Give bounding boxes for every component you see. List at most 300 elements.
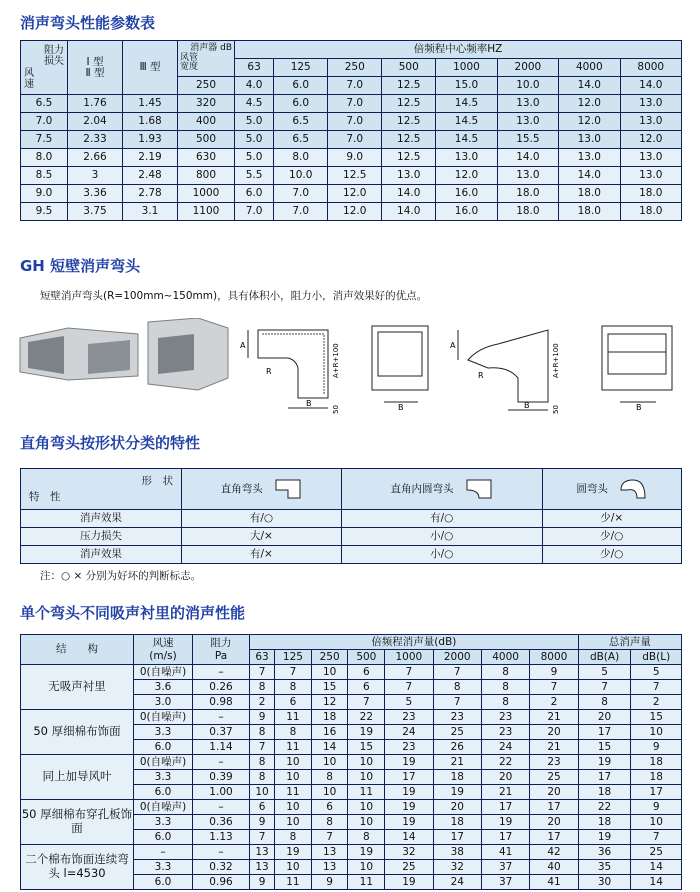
lining-cell: 20 [530,785,578,800]
lining-cell: 24 [433,875,481,890]
param-cell: 3.75 [68,203,123,221]
shape-cell: 有/○ [182,510,342,528]
param-cell: 18.0 [559,185,620,203]
lining-row [21,845,682,860]
param-cell: 12.0 [328,203,382,221]
footnote: 注：○ × 分别为好坏的判断标志。 [40,570,202,582]
param-cell: 13.0 [382,167,436,185]
param-cell: 13.0 [620,149,681,167]
lining-cell: 19 [385,815,433,830]
lining-cell: 19 [385,875,433,890]
param-cell: 500 [178,131,235,149]
lining-cell: 8 [250,770,275,785]
lining-cell: 21 [481,785,529,800]
dim-50: 50 [332,405,340,414]
dim-a-2: A [450,341,456,350]
param-row [21,113,682,131]
lining-cell: 6 [348,680,385,695]
lining-cell: 10 [348,770,385,785]
lining-cell: – [193,755,250,770]
param-cell: 6.5 [21,95,68,113]
lining-cell: 23 [481,725,529,740]
h-wind: 风 [24,67,34,79]
lining-cell: 18 [631,770,682,785]
param-cell: 5.5 [235,167,274,185]
param-cell: 7.0 [21,113,68,131]
lining-cell: 17 [385,770,433,785]
lining-cell: 17 [433,830,481,845]
structure-label: 50 厚细棉布穿孔板饰面 [21,800,134,845]
param-cell: 9.5 [21,203,68,221]
lining-cell: 0.32 [193,860,250,875]
shape-cell: 大/× [182,528,342,546]
dim-b-2: B [524,401,530,410]
lining-cell: 21 [530,710,578,725]
param-cell: 6.5 [274,113,328,131]
lining-cell: 13 [250,860,275,875]
section-title-2: GH 短壁消声弯头 [20,257,141,275]
param-cell: 13.0 [497,113,558,131]
param-cell: 630 [178,149,235,167]
param-cell: 7.0 [274,185,328,203]
lining-cell: 9 [250,815,275,830]
lining-cell: – [193,845,250,860]
first-val: 14.0 [620,77,681,95]
param-cell: 400 [178,113,235,131]
param-cell: 13.0 [620,95,681,113]
h-width: 宽度 [180,62,199,73]
lining-cell: 11 [348,785,385,800]
dim-b-front-2: B [636,403,642,412]
param-cell: 12.5 [382,149,436,167]
lining-cell: 10 [275,860,312,875]
param-cell: 18.0 [620,185,681,203]
lining-cell: 7 [631,830,682,845]
lining-cell: 20 [530,815,578,830]
param-cell: 14.5 [436,113,497,131]
lining-cell: 37 [481,860,529,875]
freq-125: 125 [274,59,328,77]
lining-row [21,800,682,815]
param-cell: 18.0 [620,203,681,221]
lining-cell: 6 [275,695,312,710]
inner-round-icon [465,478,493,500]
col-inner-round: 直角内圆弯头 [390,483,454,495]
lining-cell: 7 [433,695,481,710]
lining-cell: 8 [481,695,529,710]
param-cell: 7.0 [328,95,382,113]
param-cell: 7.0 [328,131,382,149]
param-cell: 8.5 [21,167,68,185]
lining-cell: 17 [578,725,631,740]
elbow-drawing-1 [238,318,350,418]
h-duct: 风管 [180,52,199,63]
lining-cell: 20 [578,710,631,725]
param-cell: 12.0 [328,185,382,203]
h-muffler: 消声器 [190,42,218,53]
param-cell: 1.68 [123,113,178,131]
param-cell: 2.78 [123,185,178,203]
lining-cell: 22 [481,755,529,770]
lining-cell: 6 [348,665,385,680]
total-header: dB(A) [578,650,631,665]
lining-cell: 19 [348,725,385,740]
lining-cell: 19 [275,845,312,860]
lining-cell: 10 [311,665,348,680]
lining-cell: 19 [348,845,385,860]
lining-cell: 11 [348,875,385,890]
shape-row [21,528,682,546]
lining-cell: 8 [481,680,529,695]
freq-header: 2000 [433,650,481,665]
lining-cell: 10 [348,860,385,875]
dim-b-front: B [398,403,404,412]
freq-header: 250 [311,650,348,665]
lining-cell: 25 [631,845,682,860]
lining-cell: 25 [530,770,578,785]
lining-cell: 8 [433,680,481,695]
lining-cell: 20 [481,770,529,785]
dim-r: R [266,367,272,376]
lining-cell: 8 [311,770,348,785]
col-round: 圆弯头 [576,483,608,495]
freq-header: 125 [275,650,312,665]
param-cell: 3.1 [123,203,178,221]
h-speed: 速 [24,79,34,90]
lining-cell: 6 [250,800,275,815]
elbow-front-view-2 [598,318,678,414]
lining-cell: 10 [631,815,682,830]
param-cell: 18.0 [497,185,558,203]
lining-cell: 3.0 [134,695,193,710]
h-total: 总消声量 [578,635,681,650]
shape-row-label: 压力损失 [21,528,182,546]
first-val: 10.0 [497,77,558,95]
lining-cell: 2 [530,695,578,710]
h-type1: Ⅰ 型 [86,56,104,68]
lining-cell: 6.0 [134,785,193,800]
param-cell: 6.0 [274,95,328,113]
lining-cell: 0(自噪声) [134,755,193,770]
lining-cell: – [193,710,250,725]
lining-cell: 19 [578,830,631,845]
lining-cell: 8 [348,830,385,845]
lining-cell: 0.26 [193,680,250,695]
freq-header: 1000 [385,650,433,665]
lining-cell: 38 [433,845,481,860]
section-title-3: 直角弯头按形状分类的特性 [20,434,201,452]
lining-cell: 18 [433,770,481,785]
lining-cell: 21 [530,740,578,755]
lining-cell: 8 [250,755,275,770]
h-resist: 阻力 [44,44,64,56]
lining-cell: 18 [433,815,481,830]
freq-header: 63 [250,650,275,665]
lining-cell: 9 [250,875,275,890]
lining-cell: 10 [250,785,275,800]
structure-label: 二个棉布饰面连续弯头 l=4530 [21,845,134,890]
freq-2000: 2000 [497,59,558,77]
right-angle-icon [274,478,302,500]
lining-cell: 7 [530,680,578,695]
param-cell: 2.33 [68,131,123,149]
lining-cell: 2 [250,695,275,710]
shape-cell: 有/○ [341,510,542,528]
h-res: 阻力 [210,636,232,649]
lining-cell: 8 [578,695,631,710]
lining-cell: 10 [311,755,348,770]
lining-cell: 25 [385,860,433,875]
lining-cell: 7 [631,680,682,695]
h-shape: 形 状 [141,474,173,487]
freq-header: 500 [348,650,385,665]
param-cell: 12.0 [436,167,497,185]
lining-cell: 3.6 [134,680,193,695]
param-cell: 7.0 [274,203,328,221]
corner-header [21,41,68,95]
shape-row-label: 消声效果 [21,546,182,564]
elbow-shape-table [20,468,682,564]
lining-cell: 23 [385,710,433,725]
lining-cell: 24 [481,740,529,755]
lining-cell: 19 [481,815,529,830]
param-cell: 4.5 [235,95,274,113]
param-cell: 1100 [178,203,235,221]
h-struct: 结 构 [21,635,134,665]
param-cell: 13.0 [559,131,620,149]
h-loss: 损失 [44,56,64,67]
lining-cell: 6 [311,800,348,815]
lining-cell: 19 [433,785,481,800]
param-cell: 8.0 [21,149,68,167]
lining-cell: 8 [275,830,312,845]
param-cell: 12.0 [559,95,620,113]
first-val: 7.0 [328,77,382,95]
lining-cell: 8 [250,680,275,695]
lining-cell: 17 [530,830,578,845]
param-row [21,131,682,149]
lining-cell: 0(自噪声) [134,800,193,815]
lining-cell: 23 [385,740,433,755]
lining-performance-table [20,634,682,890]
param-cell: 2.66 [68,149,123,167]
lining-cell: 13 [311,860,348,875]
dim-50-2: 50 [552,405,560,414]
h-speed: 风速 [152,636,174,649]
lining-cell: 10 [348,815,385,830]
h-freq-4: 倍频程消声量(dB) [250,635,579,650]
param-cell: 12.0 [559,113,620,131]
lining-cell: 0.96 [193,875,250,890]
lining-cell: 8 [275,680,312,695]
lining-cell: 18 [578,785,631,800]
param-cell: 14.5 [436,131,497,149]
lining-cell: 17 [481,800,529,815]
param-cell: 6.0 [235,185,274,203]
lining-cell: 15 [578,740,631,755]
lining-cell: 11 [275,875,312,890]
lining-cell: 2 [631,695,682,710]
lining-cell: 0.37 [193,725,250,740]
muffler-elbow-param-table [20,40,682,221]
lining-row [21,665,682,680]
lining-cell: 18 [578,815,631,830]
param-cell: 18.0 [497,203,558,221]
lining-cell: 5 [631,665,682,680]
lining-cell: 32 [385,845,433,860]
param-cell: 9.0 [328,149,382,167]
lining-cell: 32 [433,860,481,875]
param-cell: 15.5 [497,131,558,149]
param-cell: 16.0 [436,203,497,221]
lining-cell: 1.13 [193,830,250,845]
first-val: 4.0 [235,77,274,95]
lining-cell: 6.0 [134,740,193,755]
shape-row-label: 消声效果 [21,510,182,528]
dim-b: B [306,399,312,408]
lining-row [21,710,682,725]
freq-8000: 8000 [620,59,681,77]
lining-cell: 11 [275,740,312,755]
lining-cell: 14 [631,860,682,875]
lining-cell: 7 [385,680,433,695]
lining-cell: 13 [311,845,348,860]
param-row [21,185,682,203]
h-char: 特 性 [29,491,61,503]
lining-cell: 9 [631,740,682,755]
lining-cell: 1.00 [193,785,250,800]
param-row [21,95,682,113]
param-cell: 7.0 [328,113,382,131]
shape-cell: 小/○ [341,546,542,564]
lining-cell: 10 [275,755,312,770]
section-2-description: 短壁消声弯头(R=100mm~150mm)，具有体积小，阻力小，消声效果好的优点。 [40,290,428,302]
lining-cell: 41 [530,875,578,890]
section-title-1: 消声弯头性能参数表 [20,14,156,32]
h-db: dB [220,42,232,53]
param-cell: 7.0 [235,203,274,221]
lining-cell: 14 [311,740,348,755]
lining-cell: 22 [348,710,385,725]
lining-cell: 11 [275,785,312,800]
lining-cell: 40 [530,860,578,875]
lining-row [21,755,682,770]
lining-cell: 18 [311,710,348,725]
param-cell: 800 [178,167,235,185]
h-freq: 倍频程中心频率HZ [235,41,682,59]
lining-cell: 3.3 [134,860,193,875]
param-cell: 12.5 [328,167,382,185]
param-cell: 13.0 [559,149,620,167]
lining-cell: 36 [578,845,631,860]
lining-cell: 35 [578,860,631,875]
lining-cell: 7 [433,665,481,680]
param-cell: 13.0 [497,167,558,185]
lining-cell: 0(自噪声) [134,665,193,680]
shape-corner [21,469,182,510]
lining-cell: 16 [311,725,348,740]
lining-cell: 9 [631,800,682,815]
first-val: 14.0 [559,77,620,95]
elbow-photo-1 [18,318,240,394]
param-cell: 13.0 [436,149,497,167]
lining-cell: 22 [578,800,631,815]
col-right-angle: 直角弯头 [220,483,263,495]
freq-63: 63 [235,59,274,77]
freq-250: 250 [328,59,382,77]
lining-cell: 12 [311,695,348,710]
param-cell: 2.19 [123,149,178,167]
first-width: 250 [178,77,235,95]
shape-row [21,546,682,564]
lining-cell: 10 [348,755,385,770]
lining-cell: 42 [530,845,578,860]
param-cell: 6.5 [274,131,328,149]
structure-label: 无吸声衬里 [21,665,134,710]
lining-cell: 6.0 [134,830,193,845]
lining-cell: 10 [631,725,682,740]
param-cell: 3 [68,167,123,185]
lining-cell: 13 [250,845,275,860]
param-cell: 8.0 [274,149,328,167]
freq-500: 500 [382,59,436,77]
param-cell: 1.76 [68,95,123,113]
freq-header: 8000 [530,650,578,665]
h-type2: Ⅱ 型 [85,66,105,79]
param-cell: 14.0 [382,185,436,203]
param-cell: 2.04 [68,113,123,131]
first-val: 6.0 [274,77,328,95]
param-cell: 320 [178,95,235,113]
param-row [21,149,682,167]
param-cell: 1000 [178,185,235,203]
lining-cell: 9 [530,665,578,680]
h-type3: Ⅲ 型 [123,41,178,95]
section-title-4: 单个弯头不同吸声衬里的消声性能 [20,604,246,622]
shape-cell: 小/○ [341,528,542,546]
lining-cell: 24 [385,725,433,740]
lining-cell: 19 [385,785,433,800]
param-cell: 2.48 [123,167,178,185]
param-cell: 12.5 [382,95,436,113]
param-cell: 14.5 [436,95,497,113]
first-val: 15.0 [436,77,497,95]
lining-cell: 7 [250,830,275,845]
param-cell: 14.0 [497,149,558,167]
lining-cell: 0.98 [193,695,250,710]
total-header: dB(L) [631,650,682,665]
lining-cell: 3.3 [134,770,193,785]
lining-cell: 10 [348,800,385,815]
lining-cell: 7 [385,665,433,680]
lining-cell: 23 [481,710,529,725]
dim-r-2: R [478,371,484,380]
lining-cell: 7 [250,740,275,755]
freq-1000: 1000 [436,59,497,77]
lining-cell: 21 [433,755,481,770]
lining-cell: 10 [275,800,312,815]
param-cell: 3.36 [68,185,123,203]
param-cell: 5.0 [235,131,274,149]
param-cell: 13.0 [620,167,681,185]
param-cell: 1.45 [123,95,178,113]
lining-cell: 41 [481,845,529,860]
lining-cell: 20 [530,725,578,740]
lining-cell: 9 [250,710,275,725]
lining-cell: 23 [530,755,578,770]
structure-label: 同上加导风叶 [21,755,134,800]
lining-cell: 5 [385,695,433,710]
